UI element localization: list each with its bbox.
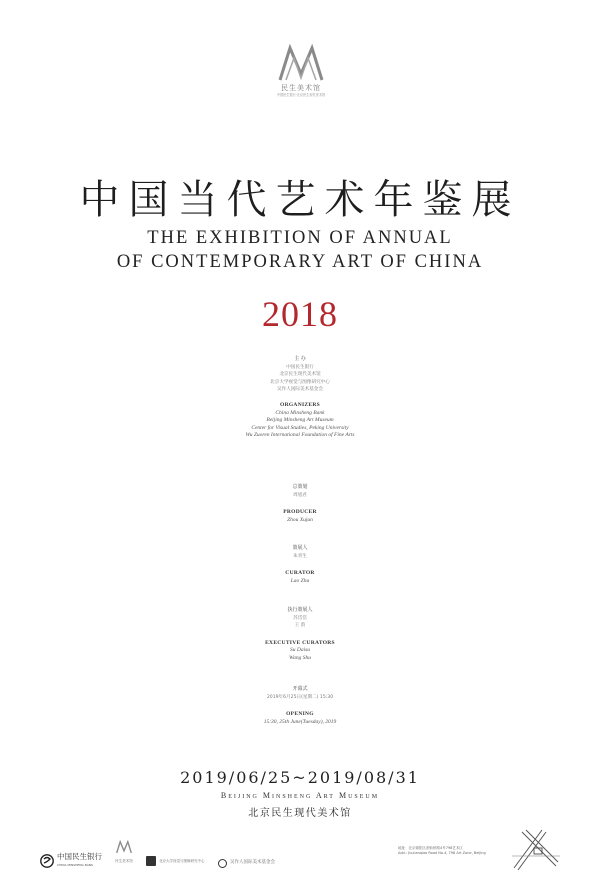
organizers-heading-en: ORGANIZERS [280,401,320,408]
logo-name: 民生美术馆 [281,84,321,92]
org3-name: 北京大学视觉与图像研究中心 [159,858,205,863]
organizer-cn-3: 北京大学视觉与图像研究中心 [270,379,330,385]
map-graphic [512,826,560,872]
opening-section [0,686,600,726]
exec-name-cn-1: 苏岱岱 [293,615,307,621]
sponsor-cmbc [40,846,102,876]
organizer-en-2: Beijing Minsheng Art Museum [266,417,334,424]
opening-heading-cn: 开幕式 [292,686,308,692]
producer-heading-en: PRODUCER [283,509,317,516]
title-chinese: 中国当代艺术年鉴展 [79,177,521,223]
executive-curators-section [0,607,600,663]
organizer-en-1: China Minsheng Bank [275,409,325,416]
exec-name-en-1: Su Daisu [289,647,310,654]
museum-name-en: Beijing Minsheng Art Museum [220,791,380,800]
museum-logo [276,44,326,120]
organizer-cn-4: 吴作人国际美术基金会 [277,387,323,393]
opening-date-en: 15:30, 25th June(Tuesday), 2019 [263,718,337,725]
opening-heading-en: OPENING [286,711,314,718]
year: 2018 [262,294,338,334]
wuzuoren-seal-icon [218,859,227,868]
exec-heading-en: EXECUTIVE CURATORS [265,639,335,646]
exec-heading-cn: 执行策展人 [287,607,313,613]
sponsor-pku-center [146,846,215,876]
exhibition-dates: 2019/06/25~2019/08/31 [180,768,420,787]
producer-section [0,484,600,524]
sponsor-minsheng-museum [112,840,136,870]
curator-section [0,545,600,585]
cmbc-logo-icon [40,854,54,868]
producer-heading-cn: 总策划 [292,484,308,490]
logo2-name: 民生美术馆 [115,859,133,863]
producer-name-en: Zhou Xujun [287,516,313,523]
organizers-section [0,356,600,440]
opening-date-cn: 2019年6月25日(星期二) 15:30 [266,694,334,700]
organizer-cn-1: 中国民生银行 [286,364,314,370]
curator-name-en: Lao Zhu [290,577,310,584]
exec-name-cn-2: 王 韵 [294,623,306,629]
sponsor-wuzuoren [218,848,275,878]
address-cn: 地址：北京朝阳区酒仙桥路4号798艺术区 [398,846,463,850]
logo-subtitle: 中国民生银行·北京民生现代美术馆 [276,93,326,97]
bank-name-en: CHINA MINSHENG BANK [57,863,94,867]
curator-name-cn: 朱青生 [293,553,307,559]
org4-name: 吴作人国际美术基金会 [230,859,275,865]
title-english-line1: THE EXHIBITION OF ANNUAL [147,228,453,248]
address-block [398,846,516,855]
organizer-en-4: Wu Zuoren International Foundation of Fine Arts [245,432,355,439]
pku-seal-icon [146,856,156,866]
mountain-logo-icon [278,44,324,82]
mountain-logo-small-icon [116,840,132,854]
museum-name-cn: 北京民生现代美术馆 [248,808,352,819]
organizer-en-3: Center for Visual Studies, Peking University [251,424,349,431]
exec-name-en-2: Wang Shu [289,654,311,661]
bank-name-cn: 中国民生银行 [57,852,102,861]
producer-name-cn: 周旭君 [293,492,307,498]
curator-heading-en: CURATOR [285,570,315,577]
location-map-icon [512,826,560,872]
organizers-heading-cn: 主 办 [294,356,306,362]
address-en: Add.: Jiuxianqiao Road No.4, 798 Art Zone, Beijing [398,850,486,855]
curator-heading-cn: 策展人 [292,545,308,551]
organizer-cn-2: 北京民生现代美术馆 [279,372,321,378]
title-english-line2: OF CONTEMPORARY ART OF CHINA [116,252,484,272]
